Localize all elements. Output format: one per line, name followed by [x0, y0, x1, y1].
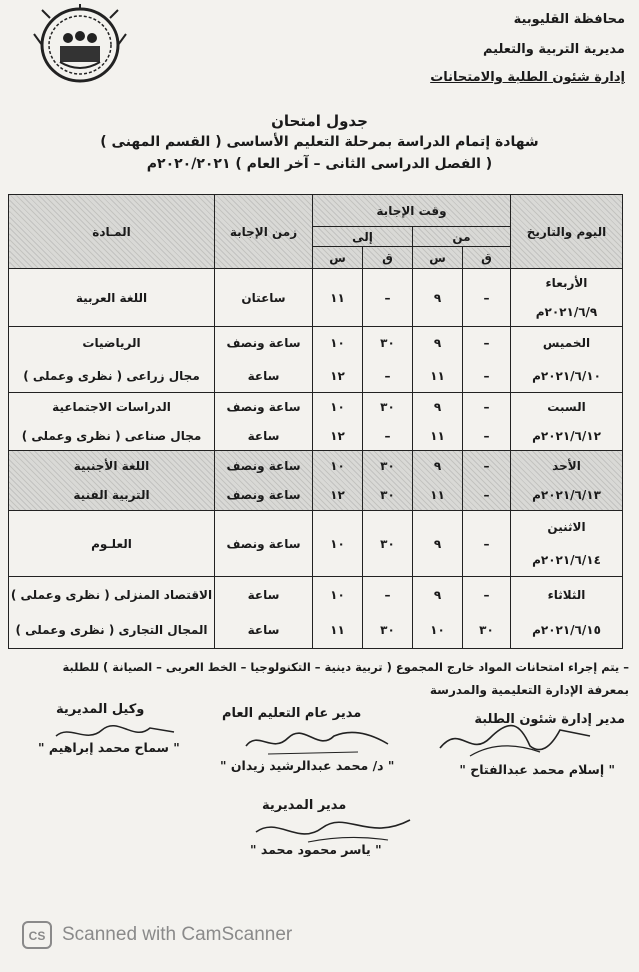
governorate-name: محافظة القليوبية [513, 12, 625, 27]
subject: اللغة العربية [9, 269, 215, 327]
header-duration: زمن الإجابة [215, 195, 313, 269]
day-date-cell [511, 451, 623, 511]
from-hour: ١٠ [430, 623, 445, 638]
day-date-cell [511, 327, 623, 393]
from-minute-cell [463, 393, 511, 451]
day-date-cell [511, 511, 623, 577]
camscanner-logo-icon [22, 921, 52, 949]
to-hour: ١٢ [330, 428, 345, 443]
sig-deputy-title: وكيل المديرية [56, 702, 145, 717]
doc-term: ( الفصل الدراسى الثانى – آخر العام ) ٢٠٢٠/٢٠٢١م [146, 156, 493, 172]
table-row [9, 269, 623, 327]
header-to-hour: س [313, 247, 363, 269]
department-name: إدارة شئون الطلبة والامتحانات [430, 70, 625, 85]
to-minute: ٣٠ [363, 511, 413, 577]
exam-date: ٢٠٢١/٦/٩م [535, 304, 598, 319]
to-hour: ١٠ [330, 336, 345, 351]
to-hour: ١٢ [330, 488, 345, 503]
header-from-minute: ق [463, 247, 511, 269]
subject: الاقتصاد المنزلى ( نظرى وعملى ) [10, 587, 213, 602]
to-minute: – [384, 587, 391, 602]
sig-general-director-name: " د/ محمد عبدالرشيد زيدان " [220, 758, 395, 773]
to-minute: ٣٠ [380, 623, 395, 638]
to-hour-cell [313, 393, 363, 451]
to-minute-cell [363, 393, 413, 451]
to-minute: ٣٠ [380, 488, 395, 503]
from-hour: ٩ [433, 458, 442, 473]
duration-cell [215, 327, 313, 393]
to-minute-cell [363, 327, 413, 393]
to-minute-cell [363, 577, 413, 649]
header-to-minute: ق [363, 247, 413, 269]
duration: ساعة ونصف [226, 458, 301, 473]
to-minute-cell [363, 451, 413, 511]
to-minute: – [363, 269, 413, 327]
to-hour: ١١ [313, 269, 363, 327]
day-name: الثلاثاء [547, 587, 586, 602]
to-hour: ١٠ [313, 511, 363, 577]
duration: ساعة ونصف [226, 488, 301, 503]
day-date-cell [511, 577, 623, 649]
from-minute: – [483, 428, 490, 443]
from-minute: – [483, 458, 490, 473]
from-hour: ٩ [413, 511, 463, 577]
doc-title: جدول امتحان [271, 112, 368, 130]
exam-schedule-table [8, 194, 623, 649]
note-line-1: – يتم إجراء امتحانات المواد خارج المجموع ( تربية دينية – التكنولوجيا – الخط العربى – الصيانة ) للطلبة [62, 660, 629, 674]
to-hour-cell [313, 327, 363, 393]
day-date-cell [511, 269, 623, 327]
to-minute: ٣٠ [380, 458, 395, 473]
from-hour: ٩ [433, 587, 442, 602]
duration: ساعة [247, 623, 280, 638]
from-hour-cell [413, 451, 463, 511]
subject-cell [9, 393, 215, 451]
from-minute: – [483, 488, 490, 503]
subject: العلـوم [9, 511, 215, 577]
day-name: الاثنين [547, 520, 586, 535]
sig-student-affairs-title: مدير إدارة شئون الطلبة [474, 712, 625, 727]
to-hour: ١٢ [330, 368, 345, 383]
from-hour: ٩ [433, 336, 442, 351]
from-hour-cell [413, 327, 463, 393]
exam-date: ٢٠٢١/٦/١٥م [532, 623, 601, 638]
directorate-seal-logo [20, 4, 140, 86]
from-minute: ٣٠ [479, 623, 494, 638]
duration: ساعة ونصف [226, 400, 301, 415]
subject: المجال التجارى ( نظرى وعملى ) [15, 623, 208, 638]
header-exam-time: وقت الإجابة [313, 195, 511, 227]
from-hour: ١١ [430, 368, 445, 383]
day-name: السبت [547, 400, 586, 415]
note-line-2: بمعرفة الإدارة التعليمية والمدرسة [429, 683, 629, 697]
duration-cell [215, 451, 313, 511]
day-name: الأحد [552, 458, 581, 473]
to-hour-cell [313, 451, 363, 511]
from-minute: – [463, 269, 511, 327]
to-hour: ١١ [330, 623, 345, 638]
from-hour: ٩ [433, 400, 442, 415]
sig-directorate-head-title: مدير المديرية [262, 798, 347, 813]
subject: الرياضيات [82, 336, 141, 351]
header-from-hour: س [413, 247, 463, 269]
subject: مجال زراعى ( نظرى وعملى ) [23, 368, 200, 383]
day-name: الخميس [542, 336, 591, 351]
subject-cell [9, 577, 215, 649]
duration: ساعة ونصف [215, 511, 313, 577]
to-minute: ٣٠ [380, 336, 395, 351]
table-row [9, 451, 623, 511]
table-row [9, 577, 623, 649]
duration: ساعتان [215, 269, 313, 327]
to-minute: ٣٠ [380, 400, 395, 415]
subject: الدراسات الاجتماعية [52, 400, 171, 415]
duration: ساعة ونصف [226, 336, 301, 351]
subject-cell [9, 327, 215, 393]
scanner-watermark-text: Scanned with CamScanner [62, 924, 293, 945]
camscanner-logo-mark: CS [28, 929, 46, 943]
duration-cell [215, 577, 313, 649]
day-name: الأربعاء [545, 276, 588, 291]
sig-deputy-name: " سماح محمد إبراهيم " [38, 740, 180, 755]
header-day-date: اليوم والتاريخ [511, 195, 623, 269]
signature-scribble-student-affairs [430, 718, 600, 762]
to-minute: – [384, 368, 391, 383]
to-hour: ١٠ [330, 400, 345, 415]
duration: ساعة [247, 428, 280, 443]
to-hour: ١٠ [330, 458, 345, 473]
from-minute: – [483, 368, 490, 383]
from-minute-cell [463, 577, 511, 649]
subject-cell [9, 451, 215, 511]
sig-general-director-title: مدير عام التعليم العام [222, 706, 362, 721]
from-minute: – [483, 336, 490, 351]
from-minute-cell [463, 451, 511, 511]
header-to: إلى [313, 227, 413, 247]
from-minute-cell [463, 327, 511, 393]
exam-date: ٢٠٢١/٦/١٤م [532, 552, 601, 567]
from-hour: ١١ [430, 428, 445, 443]
exam-date: ٢٠٢١/٦/١٢م [532, 428, 601, 443]
duration: ساعة [247, 368, 280, 383]
sig-directorate-head-name: " ياسر محمود محمد " [250, 842, 382, 857]
from-hour-cell [413, 393, 463, 451]
signature-scribble-general-director [238, 722, 398, 760]
sig-student-affairs-name: " إسلام محمد عبدالفتاح " [459, 762, 615, 777]
to-hour: ١٠ [330, 587, 345, 602]
to-minute: – [384, 428, 391, 443]
directorate-name: مديرية التربية والتعليم [482, 42, 625, 57]
from-minute: – [463, 511, 511, 577]
table-row [9, 393, 623, 451]
from-hour: ١١ [430, 488, 445, 503]
doc-subtitle: شهادة إتمام الدراسة بمرحلة التعليم الأساسى ( القسم المهنى ) [100, 134, 539, 150]
duration: ساعة [247, 587, 280, 602]
exam-date: ٢٠٢١/٦/١٠م [532, 368, 601, 383]
table-row [9, 327, 623, 393]
table-row [9, 511, 623, 577]
to-hour-cell [313, 577, 363, 649]
day-date-cell [511, 393, 623, 451]
subject: التربية الفنية [73, 488, 150, 503]
duration-cell [215, 393, 313, 451]
exam-date: ٢٠٢١/٦/١٣م [532, 488, 601, 503]
from-minute: – [483, 587, 490, 602]
header-subject: المـادة [9, 195, 215, 269]
from-hour-cell [413, 577, 463, 649]
from-hour: ٩ [413, 269, 463, 327]
subject: اللغة الأجنبية [73, 458, 150, 473]
subject: مجال صناعى ( نظرى وعملى ) [21, 428, 202, 443]
from-minute: – [483, 400, 490, 415]
header-from: من [413, 227, 511, 247]
